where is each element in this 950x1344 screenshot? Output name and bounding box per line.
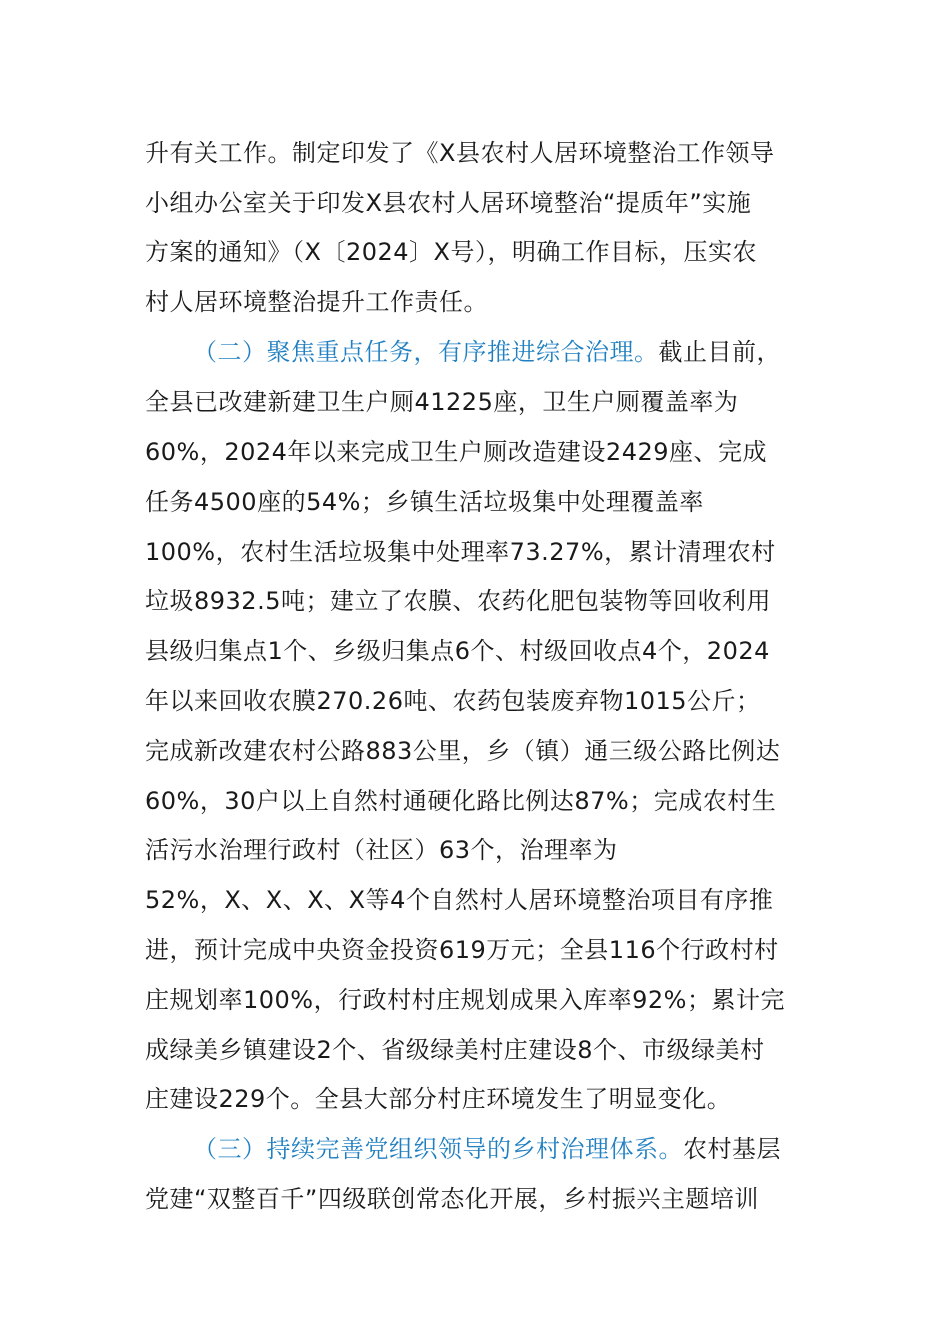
paragraph-line: 任务4500座的54%；乡镇生活垃圾集中处理覆盖率	[145, 488, 704, 516]
paragraph-line: 成绿美乡镇建设2个、省级绿美村庄建设8个、市级绿美村	[145, 1036, 765, 1064]
paragraph-line: 党建“双整百千”四级联创常态化开展，乡村振兴主题培训	[145, 1185, 759, 1213]
section-3-lead-text: 农村基层	[683, 1135, 781, 1163]
paragraph-line: 进，预计完成中央资金投资619万元；全县116个行政村村	[145, 936, 779, 964]
section-2-lead-text: 截止目前，	[658, 338, 781, 366]
paragraph-line: 县级归集点1个、乡级归集点6个、村级回收点4个，2024	[145, 637, 770, 665]
section-3-heading: （三）持续完善党组织领导的乡村治理体系。	[193, 1135, 683, 1163]
section-3-first-line	[193, 1133, 781, 1165]
paragraph-line: 60%，30户以上自然村通硬化路比例达87%；完成农村生	[145, 787, 777, 815]
section-2-first-line	[193, 336, 781, 368]
paragraph-line: 60%，2024年以来完成卫生户厕改造建设2429座、完成	[145, 438, 767, 466]
paragraph-line: 活污水治理行政村（社区）63个，治理率为	[145, 836, 618, 864]
paragraph-line: 全县已改建新建卫生户厕41225座，卫生户厕覆盖率为	[145, 388, 739, 416]
paragraph-line: 庄建设229个。全县大部分村庄环境发生了明显变化。	[145, 1085, 732, 1113]
paragraph-line: 垃圾8932.5吨；建立了农膜、农药化肥包装物等回收利用	[145, 587, 771, 615]
paragraph-line: 村人居环境整治提升工作责任。	[145, 288, 488, 316]
paragraph-line: 庄规划率100%，行政村村庄规划成果入库率92%；累计完	[145, 986, 785, 1014]
paragraph-line: 年以来回收农膜270.26吨、农药包装废弃物1015公斤；	[145, 687, 761, 715]
paragraph-line: 52%，X、X、X、X等4个自然村人居环境整治项目有序推	[145, 886, 774, 914]
paragraph-line: 升有关工作。制定印发了《X县农村人居环境整治工作领导	[145, 139, 775, 167]
paragraph-line: 完成新改建农村公路883公里，乡（镇）通三级公路比例达	[145, 737, 781, 765]
paragraph-line: 小组办公室关于印发X县农村人居环境整治“提质年”实施	[145, 189, 752, 217]
section-2-heading: （二）聚焦重点任务，有序推进综合治理。	[193, 338, 659, 366]
paragraph-line: 方案的通知》（X〔2024〕X号），明确工作目标，压实农	[145, 238, 757, 266]
paragraph-line: 100%，农村生活垃圾集中处理率73.27%，累计清理农村	[145, 538, 776, 566]
